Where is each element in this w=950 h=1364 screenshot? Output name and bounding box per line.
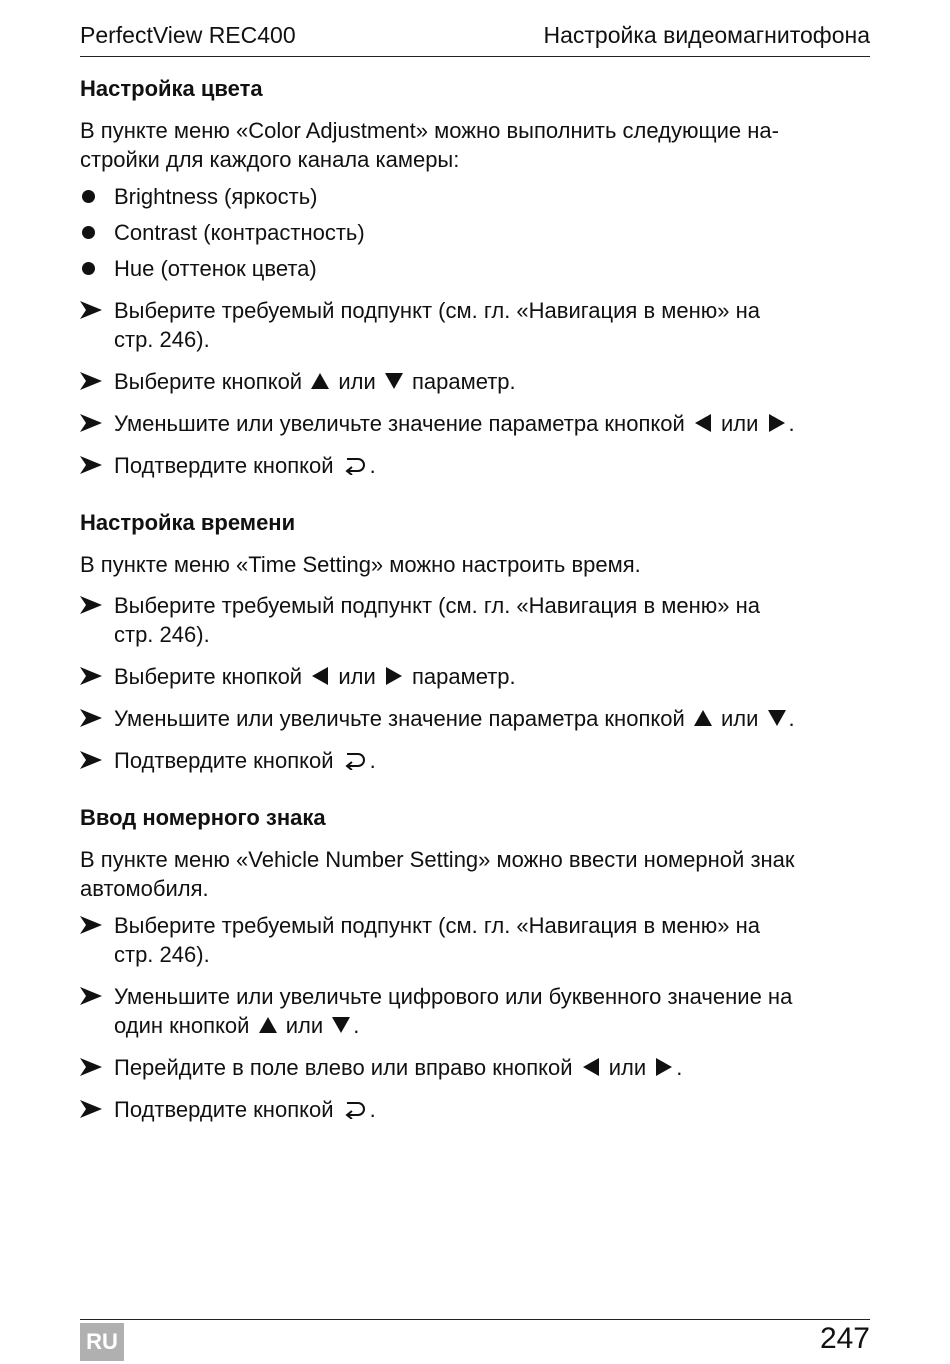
triangle-up-icon [310,371,330,391]
bullet-item [80,218,870,247]
chapter-title: Настройка видеомагнитофона [543,22,870,48]
arrowhead-icon [80,709,102,727]
step-text: Перейдите в поле влево или вправо кнопкой или . [114,1055,683,1080]
step-text: Выберите кнопкой или параметр. [114,664,516,689]
product-name: PerfectView REC400 [80,22,296,48]
triangle-right-icon [654,1057,674,1077]
section-title: Ввод номерного знака [80,805,326,830]
language-badge: RU [80,1323,124,1361]
bullet-text: Hue (оттенок цвета) [114,256,317,281]
arrowhead-icon [80,916,102,934]
section-intro: В пункте меню «Color Adjustment» можно выполнить следующие на- стройки для каждого канала камеры: [80,118,779,172]
arrowhead-icon [80,414,102,432]
triangle-up-icon [258,1015,278,1035]
arrowhead-icon [80,596,102,614]
step-text: Уменьшите или увеличьте цифрового или буквенного значение на один кнопкой или . [114,984,793,1038]
instruction-step [80,982,870,1040]
instruction-step [80,911,870,969]
triangle-down-icon [384,371,404,391]
enter-return-icon [342,750,368,770]
triangle-right-icon [767,413,787,433]
arrowhead-icon [80,372,102,390]
section-intro: В пункте меню «Vehicle Number Setting» можно ввести номерной знак автомобиля. [80,847,795,901]
arrowhead-icon [80,1058,102,1076]
arrowhead-icon [80,667,102,685]
instruction-step [80,296,870,354]
instruction-step [80,1053,870,1082]
page-header [80,22,870,57]
arrowhead-icon [80,1100,102,1118]
step-text: Подтвердите кнопкой . [114,453,376,478]
triangle-down-icon [331,1015,351,1035]
instruction-step [80,591,870,649]
step-text: Выберите требуемый подпункт (см. гл. «Навигация в меню» на стр. 246). [114,913,760,967]
bullet-text: Contrast (контрастность) [114,220,365,245]
instruction-step [80,662,870,691]
instruction-step [80,704,870,733]
arrowhead-icon [80,456,102,474]
enter-return-icon [342,1099,368,1119]
bullet-item [80,254,870,283]
step-text: Уменьшите или увеличьте значение параметра кнопкой или . [114,411,795,436]
section [80,74,870,480]
instruction-step [80,746,870,775]
step-text: Выберите требуемый подпункт (см. гл. «Навигация в меню» на стр. 246). [114,593,760,647]
instruction-step [80,367,870,396]
instruction-step [80,451,870,480]
section-title: Настройка цвета [80,76,263,101]
section-title: Настройка времени [80,510,296,535]
bullet-dot-icon [82,190,95,203]
instruction-step [80,1095,870,1124]
triangle-down-icon [767,708,787,728]
triangle-right-icon [384,666,404,686]
page-number: 247 [819,1322,870,1355]
section-intro: В пункте меню «Time Setting» можно настроить время. [80,552,641,577]
enter-return-icon [342,455,368,475]
bullet-item [80,182,870,211]
step-text: Выберите кнопкой или параметр. [114,369,516,394]
arrowhead-icon [80,987,102,1005]
bullet-dot-icon [82,262,95,275]
triangle-up-icon [693,708,713,728]
triangle-left-icon [581,1057,601,1077]
triangle-left-icon [693,413,713,433]
step-text: Подтвердите кнопкой . [114,1097,376,1122]
arrowhead-icon [80,301,102,319]
bullet-text: Brightness (яркость) [114,184,318,209]
bullet-dot-icon [82,226,95,239]
step-text: Подтвердите кнопкой . [114,748,376,773]
section [80,803,870,1124]
triangle-left-icon [310,666,330,686]
page-content [80,74,870,1124]
page-footer [80,1319,870,1362]
arrowhead-icon [80,751,102,769]
step-text: Выберите требуемый подпункт (см. гл. «Навигация в меню» на стр. 246). [114,298,760,352]
instruction-step [80,409,870,438]
step-text: Уменьшите или увеличьте значение параметра кнопкой или . [114,706,795,731]
section [80,508,870,775]
